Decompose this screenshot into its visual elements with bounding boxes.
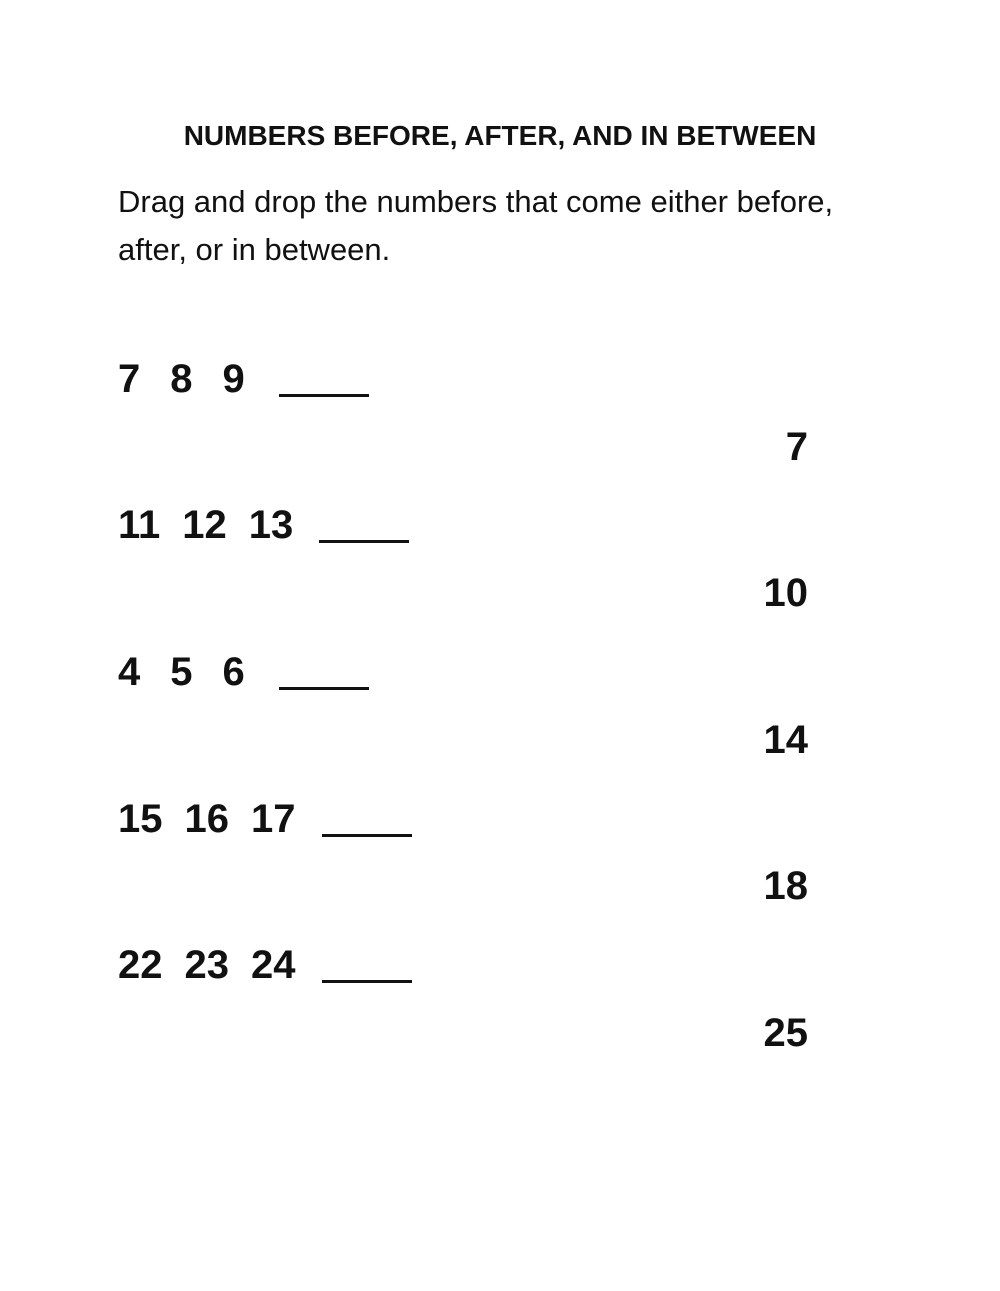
- drop-zone-blank-2[interactable]: [319, 496, 409, 543]
- sequence-number: 22: [118, 943, 163, 987]
- sequence-number: 17: [251, 797, 296, 841]
- sequence-number: 12: [182, 503, 227, 547]
- sequence-row-5: [118, 936, 412, 989]
- sequence-number: 6: [222, 650, 245, 694]
- sequence-number: 24: [251, 943, 296, 987]
- drop-zone-blank-5[interactable]: [322, 936, 412, 983]
- sequence-number: 8: [170, 357, 193, 401]
- sequence-number: 4: [118, 650, 141, 694]
- drop-zone-blank-3[interactable]: [279, 643, 369, 690]
- sequence-number: 11: [118, 503, 161, 547]
- sequence-number: 23: [184, 943, 229, 987]
- draggable-choice-10[interactable]: 10: [763, 571, 808, 615]
- draggable-choice-14[interactable]: 14: [763, 718, 808, 762]
- sequence-number: 7: [118, 357, 141, 401]
- draggable-choice-18[interactable]: 18: [763, 864, 808, 908]
- draggable-choice-25[interactable]: 25: [763, 1011, 808, 1055]
- instructions-text: Drag and drop the numbers that come either before, after, or in between.: [118, 184, 834, 267]
- sequence-number: 9: [222, 357, 245, 401]
- draggable-choice-7[interactable]: 7: [785, 425, 808, 469]
- sequence-row-3: [118, 643, 369, 696]
- sequence-row-2: [118, 496, 409, 549]
- page-title: NUMBERS BEFORE, AFTER, AND IN BETWEEN: [183, 120, 817, 151]
- sequence-number: 15: [118, 797, 163, 841]
- drop-zone-blank-1[interactable]: [279, 350, 369, 397]
- sequence-number: 5: [170, 650, 193, 694]
- sequence-row-4: [118, 790, 412, 843]
- sequence-number: 13: [248, 503, 294, 547]
- sequence-number: 16: [184, 797, 229, 841]
- sequence-row-1: [118, 350, 369, 403]
- drop-zone-blank-4[interactable]: [322, 790, 412, 837]
